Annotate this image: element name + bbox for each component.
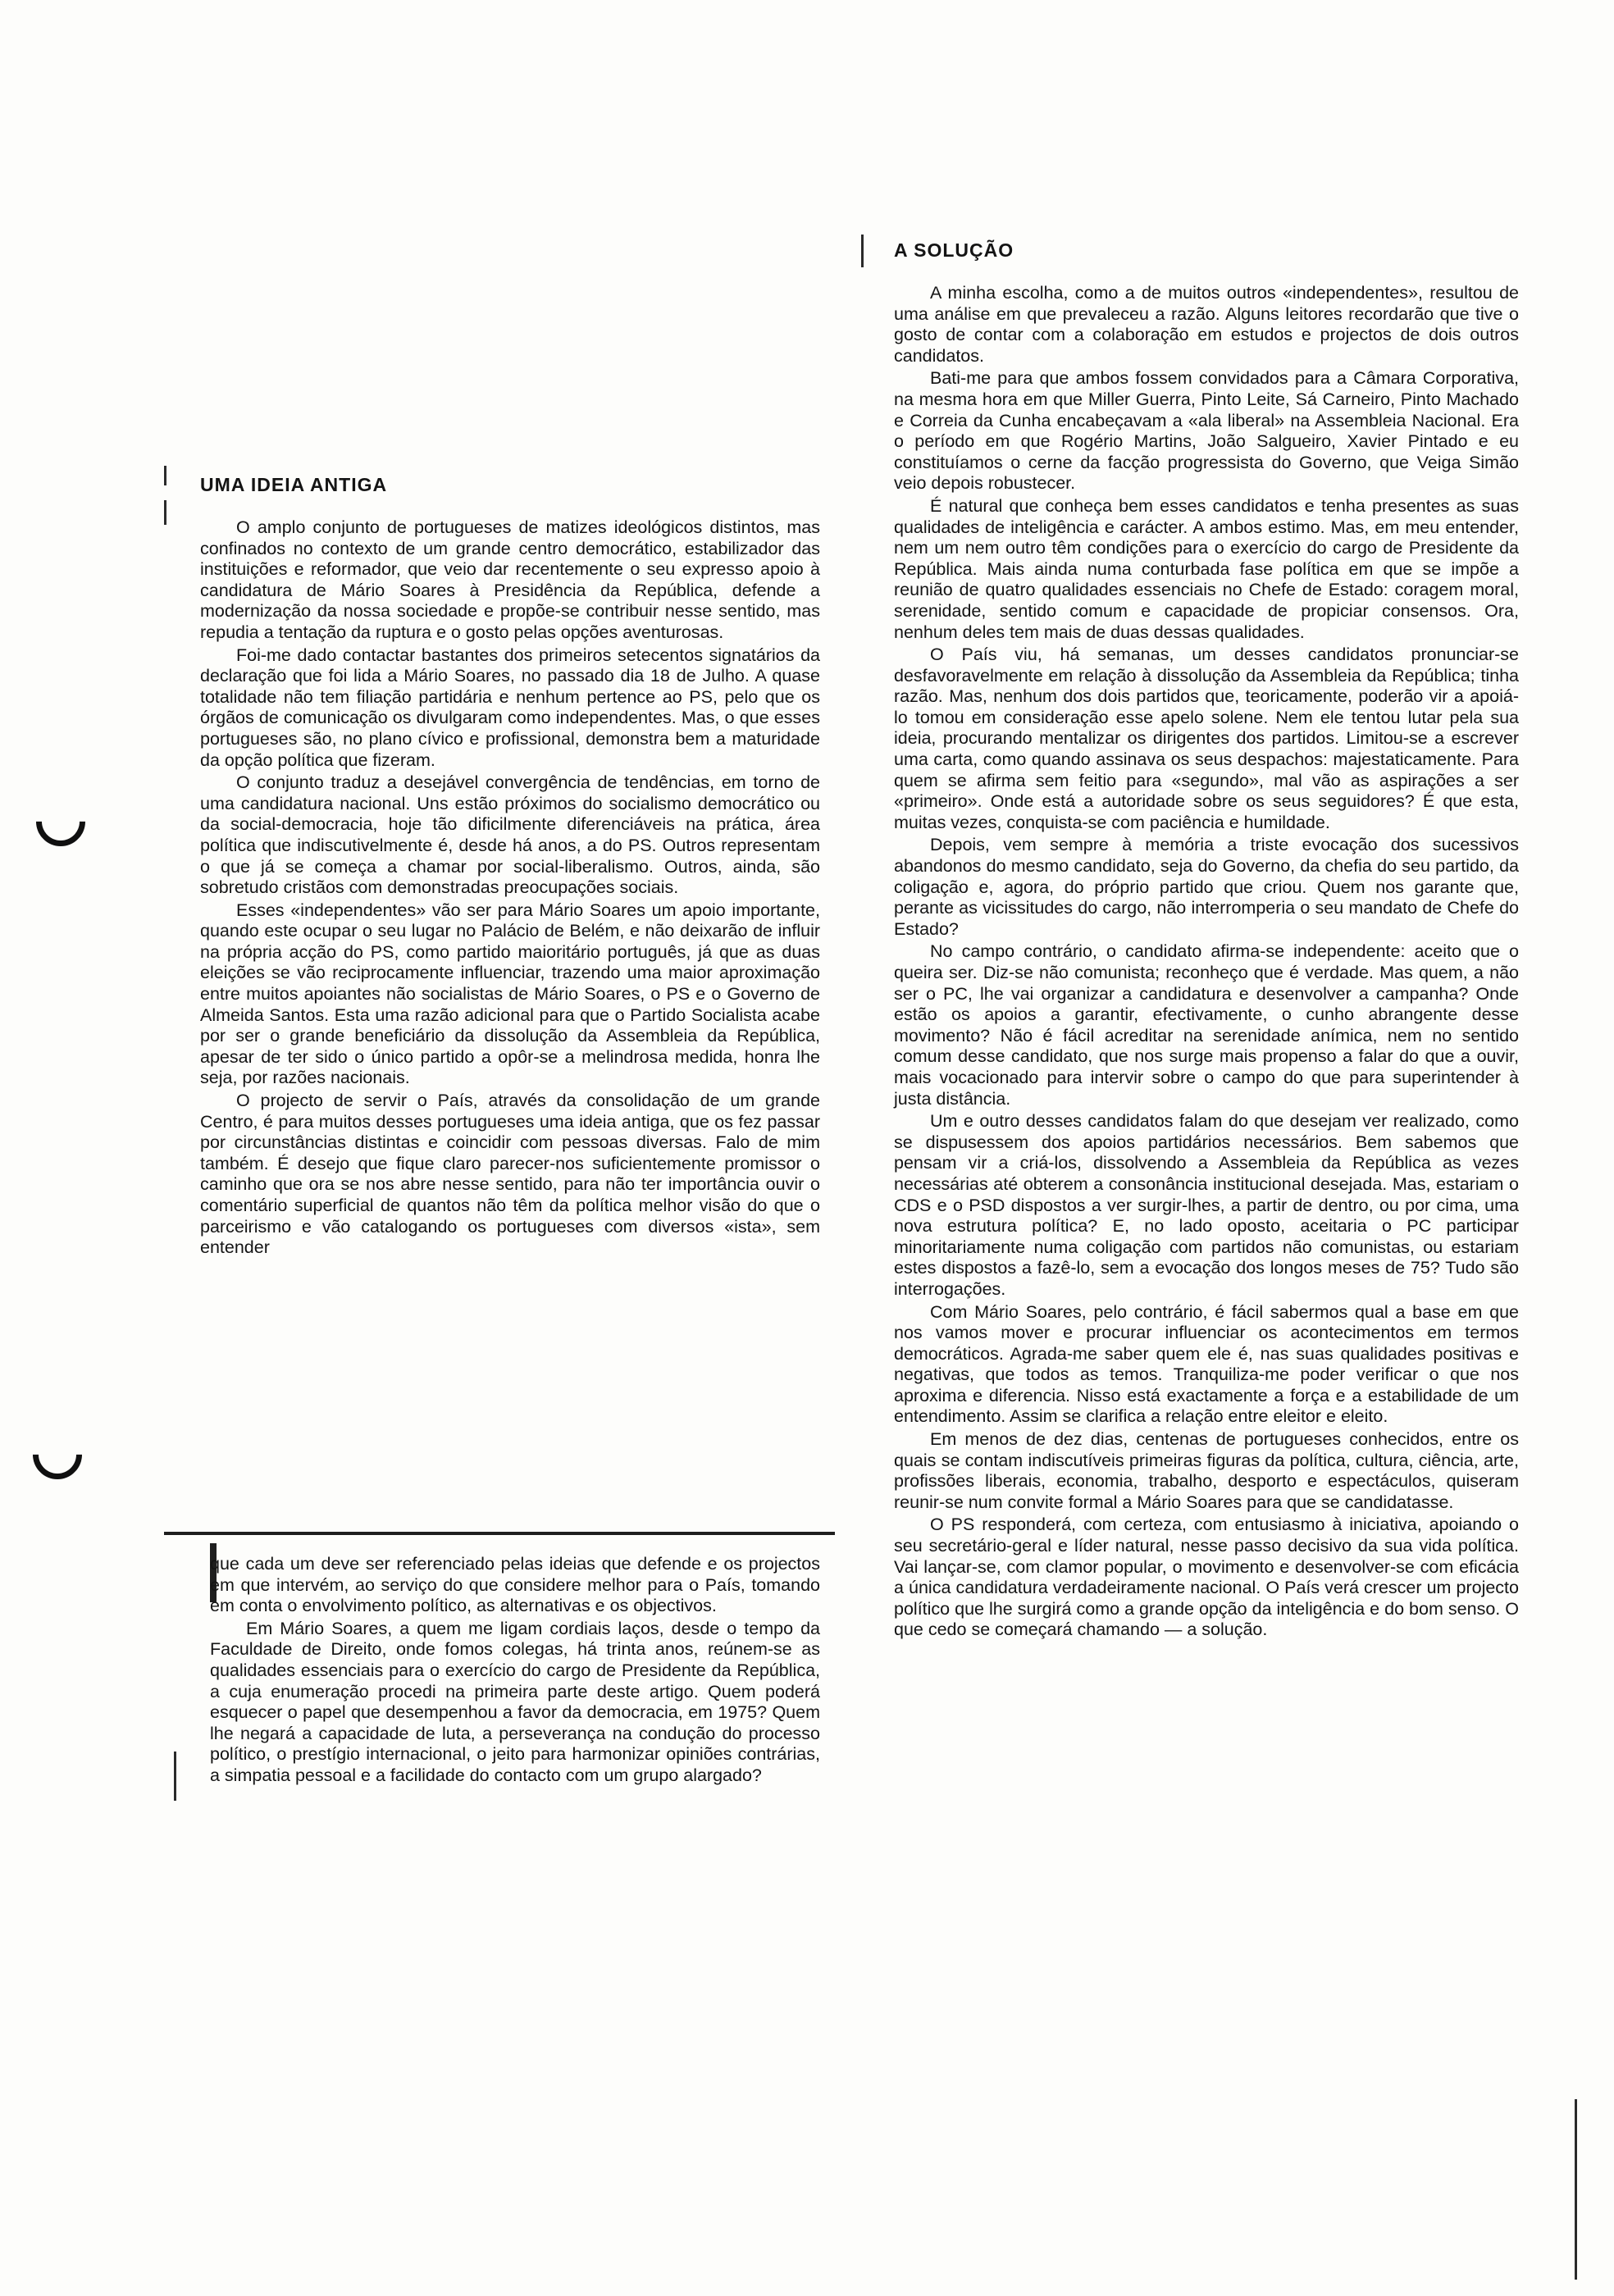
paragraph: O País viu, há semanas, um desses candidatos pronunciar-se desfavoravelmente em relação à dissolução da Assembleia da República; tinha razão. Mas, nenhum dos dois partidos que, teoricamente, poderão vir a apoiá-lo tomou em consideração esse apelo solene. Nem ele tentou lutar pela sua ideia, procurando mentalizar os dirigentes dos partidos. Limitou-se a escrever uma carta, como quando assinava os seus despachos: majestaticamente. Para quem se afirma sem feitio para «segundo», mal vão as aspirações a ser «primeiro». Onde está a autoridade sobre os seus seguidores? É que esta, muitas vezes, conquista-se com paciência e humildade. <box>894 645 1519 832</box>
paragraph: O projecto de servir o País, através da consolidação de um grande Centro, é para muitos desses portugueses uma ideia antiga, que os fez passar por circunstâncias distintas e coincidir com pessoas diversas. Falo de mim também. É desejo que fique claro parecer-nos suficientemente promissor o caminho que ora se nos abre nesse sentido, para não ter importância ouvir o comentário superficial de quantos não têm da política melhor visão do que o parceirismo e vão catalogando os portugueses com diversos «ista», sem entender <box>200 1091 820 1258</box>
paragraph: Em Mário Soares, a quem me ligam cordiais laços, desde o tempo da Faculdade de Direito, onde fomos colegas, há trinta anos, reúnem-se as qualidades essenciais para o exercício do cargo de Presidente da República, a cuja enumeração procedi na primeira parte deste artigo. Quem poderá esquecer o papel que desempenhou a favor da democracia, em 1975? Quem lhe negará a capacidade de luta, a perseverança na condução do processo político, o prestígio internacional, o jeito para harmonizar opiniões contrárias, a simpatia pessoal e a facilidade do contacto com um grupo alargado? <box>210 1618 820 1785</box>
left-article-continued <box>210 1554 820 1787</box>
paragraph: Com Mário Soares, pelo contrário, é fácil sabermos qual a base em que nos vamos mover e procurar influenciar os acontecimentos em termos democráticos. Agrada-me saber quem ele é, nas suas qualidades positivas e negativas, que todos as temos. Tranquiliza-me poder verificar o que nos aproxima e diferencia. Nisso está exactamente a força e a estabilidade de um entendimento. Assim se clarifica a relação entre eleitor e eleito. <box>894 1301 1519 1427</box>
paragraph: O PS responderá, com certeza, com entusiasmo à iniciativa, apoiando o seu secretário-geral e líder natural, nesse passo decisivo da sua vida política. Vai lançar-se, com clamor popular, o movimento e desenvolver-se com eficácia a única candidatura verdadeiramente nacional. O País verá crescer um projecto político que lhe surgirá como a grande opção da inteligência e do bom senso. O que cedo se começará chamando — a solução. <box>894 1515 1519 1640</box>
paragraph: Foi-me dado contactar bastantes dos primeiros setecentos signatários da declaração que foi lida a Mário Soares, no passado dia 18 de Julho. A quase totalidade não tem filiação partidária e nenhum pertence ao PS, pelo que os órgãos de comunicação os divulgaram como independentes. Mas, o que esses portugueses são, no plano cívico e profissional, demonstra bem a maturidade da opção política que fizeram. <box>200 645 820 770</box>
right-article-heading: A SOLUÇÃO <box>894 239 1014 261</box>
section-divider <box>164 1532 835 1535</box>
paragraph: Depois, vem sempre à memória a triste evocação dos sucessivos abandonos do mesmo candidato, seja do Governo, da chefia do seu partido, da coligação e, agora, do próprio partido que criou. Quem nos garante que, perante as vicissitudes do cargo, não interromperia o seu mandato de Chefe do Estado? <box>894 835 1519 939</box>
margin-mark <box>1575 2099 1577 2280</box>
paragraph: que cada um deve ser referenciado pelas ideias que defende e os projectos em que intervém, ao serviço do que considere melhor para o País, tomando em conta o envolvimento político, as alternativas e os objectivos. <box>210 1554 820 1616</box>
paragraph: O amplo conjunto de portugueses de matizes ideológicos distintos, mas confinados no contexto de um grande centro democrático, estabilizador das instituições e reformador, que veio dar recentemente o seu expresso apoio à candidatura de Mário Soares à Presidência da República, defende a modernização da nossa sociedade e propõe-se contribuir nesse sentido, mas repudia a tentação da ruptura e o gosto pelas opções aventurosas. <box>200 517 820 642</box>
right-article <box>894 239 1519 1641</box>
margin-mark <box>861 235 864 267</box>
left-article-heading: UMA IDEIA ANTIGA <box>200 474 388 495</box>
left-article <box>200 474 820 1259</box>
paragraph: O conjunto traduz a desejável convergência de tendências, em torno de uma candidatura nacional. Uns estão próximos do socialismo democrático ou da social-democracia, hoje tão dificilmente diferenciáveis na prática, área política que indiscutivelmente é, desde há anos, a do PS. Outros representam o que já se começa a chamar por social-liberalismo. Outros, ainda, são sobretudo cristãos com demonstradas preocupações sociais. <box>200 772 820 898</box>
margin-mark <box>164 500 166 525</box>
punch-hole-bottom <box>23 1420 93 1490</box>
paragraph: É natural que conheça bem esses candidatos e tenha presentes as suas qualidades de inteligência e carácter. A ambos estimo. Mas, em meu entender, nem um nem outro têm condições para o exercício do cargo de Presidente da República. Mais ainda numa conturbada fase política em que se impõe a reunião de quatro qualidades essenciais no Chefe de Estado: coragem moral, serenidade, sentido comum e capacidade de propiciar consensos. Ora, nenhum deles tem mais de duas dessas qualidades. <box>894 495 1519 642</box>
punch-hole-top <box>26 787 96 857</box>
paragraph: No campo contrário, o candidato afirma-se independente: aceito que o queira ser. Diz-se não comunista; reconheço que é verdade. Mas quem, a não ser o PC, lhe vai organizar a candidatura e desenvolver a campanha? Onde estão os apoios a garantir, efectivamente, o cunho abrangente desse movimento? Não é fácil acreditar na serenidade anímica, nem no sentido comum desse candidato, que nos surge mais propenso a falar do que a ouvir, mais vocacionado para intervir sobre o campo do que para superintender à justa distância. <box>894 941 1519 1109</box>
paragraph: A minha escolha, como a de muitos outros «independentes», resultou de uma análise em que prevaleceu a razão. Alguns leitores recordarão que tive o gosto de contar com a colaboração em estudos e projectos de dois outros candidatos. <box>894 283 1519 366</box>
paragraph: Esses «independentes» vão ser para Mário Soares um apoio importante, quando este ocupar o seu lugar no Palácio de Belém, e não deixarão de influir na própria acção do PS, como partido maioritário português, já que as duas eleições se vão reciprocamente influenciar, trazendo uma maior aproximação entre muitos apoiantes não socialistas de Mário Soares, o PS e o Governo de Almeida Santos. Esta uma razão adicional para que o Partido Socialista acabe por ser o grande beneficiário da dissolução da Assembleia da República, apesar de ter sido o único partido a opôr-se a melindrosa medida, honra lhe seja, por razões nacionais. <box>200 900 820 1088</box>
paragraph: Um e outro desses candidatos falam do que desejam ver realizado, como se dispusessem dos apoios partidários necessários. Bem sabemos que pensam vir a criá-los, dissolvendo a Assembleia da República as vezes necessárias até obterem a consonância institucional desejada. Mas, estariam o CDS e o PSD dispostos a ver surgir-lhes, a partir de dentro, ou por cima, uma nova estrutura política? E, no lado oposto, aceitaria o PC participar minoritariamente numa coligação com partidos não comunistas, ou estariam estes dispostos a fazê-lo, sem a evocação dos longos meses de 75? Tudo são interrogações. <box>894 1111 1519 1299</box>
paragraph: Bati-me para que ambos fossem convidados para a Câmara Corporativa, na mesma hora em que Miller Guerra, Pinto Leite, Sá Carneiro, Pinto Machado e Correia da Cunha encabeçavam a «ala liberal» na Assembleia Nacional. Era o período em que Rogério Martins, João Salgueiro, Xavier Pintado e eu constituíamos o cerne da facção progressista do Governo, que Veiga Simão veio depois robustecer. <box>894 368 1519 494</box>
margin-mark <box>174 1752 176 1801</box>
margin-mark <box>164 466 166 485</box>
paragraph: Em menos de dez dias, centenas de portugueses conhecidos, entre os quais se contam indiscutíveis primeiras figuras da política, cultura, ciência, arte, profissões liberais, economia, trabalho, desporto e espectáculos, quiseram reunir-se num convite formal a Mário Soares para que se candidatasse. <box>894 1429 1519 1512</box>
